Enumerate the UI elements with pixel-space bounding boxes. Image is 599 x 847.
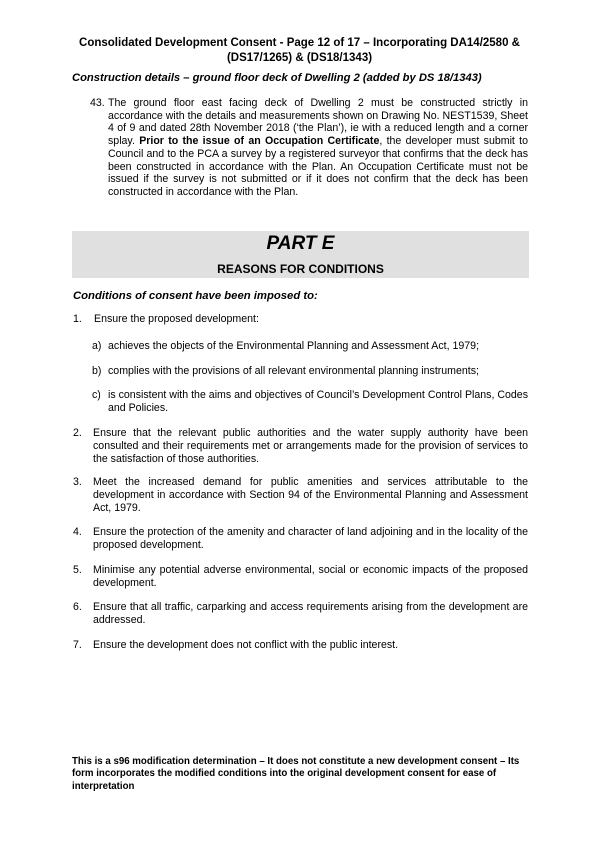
reason-text: Ensure the protection of the amenity and character of land adjoining and in the locality of the proposed development. bbox=[93, 526, 528, 551]
condition-text-start: The ground floor east facing deck of Dwelling 2 must be constructed strictly in accordance with the details and measurements shown on Drawing No. NEST1539, Sheet 4 of 9 and dated 28th November 2018 (‘the Plan’), ie with a reduced length and a corner splay. bbox=[108, 97, 528, 148]
sub-item-text: is consistent with the aims and objectives of Council’s Development Control Plans, Codes and Policies. bbox=[108, 389, 528, 414]
reasons-intro: Conditions of consent have been imposed to: bbox=[73, 290, 318, 302]
condition-43 bbox=[90, 97, 528, 199]
reason-item bbox=[73, 639, 528, 652]
reason-item bbox=[73, 601, 528, 627]
sub-item bbox=[92, 389, 528, 415]
reason-text: Ensure that the relevant public authorities and the water supply authority have been consulted and their requirements met or arrangements made for the provision of services to the satisfaction of those authorities. bbox=[93, 427, 528, 465]
page-footer-note: This is a s96 modification determination – It does not constitute a new development consent – Its form incorporates the modified conditions into the original development consent for ease of interpretation bbox=[72, 756, 520, 792]
part-title: PART E bbox=[266, 233, 335, 254]
reason-text: Ensure that all traffic, carparking and access requirements arising from the development are addressed. bbox=[93, 601, 528, 626]
reason-text: Ensure the development does not conflict with the public interest. bbox=[93, 639, 399, 651]
reason-number: 3. bbox=[73, 476, 82, 488]
reason-number: 4. bbox=[73, 526, 82, 538]
part-subtitle: REASONS FOR CONDITIONS bbox=[217, 262, 384, 276]
reason-number: 6. bbox=[73, 601, 82, 613]
section-heading: Construction details – ground floor deck of Dwelling 2 (added by DS 18/1343) bbox=[72, 72, 482, 84]
sub-item-letter: b) bbox=[92, 365, 102, 377]
header-line-2: (DS17/1265) & (DS18/1343) bbox=[226, 52, 373, 64]
sub-item-text: complies with the provisions of all relevant environmental planning instruments; bbox=[108, 365, 479, 377]
reason-number: 1. bbox=[73, 313, 82, 325]
reason-number: 7. bbox=[73, 639, 82, 651]
sub-item-text: achieves the objects of the Environmental Planning and Assessment Act, 1979; bbox=[108, 340, 480, 352]
reason-item bbox=[73, 526, 528, 552]
reason-text: Meet the increased demand for public amenities and services attributable to the development in accordance with Section 94 of the Environmental Planning and Assessment Act, 1979. bbox=[93, 476, 528, 514]
condition-bold-text: Prior to the issue of an Occupation Certificate bbox=[139, 135, 380, 148]
condition-text-end: , the developer must submit to Council and to the PCA a survey by a registered surveyor that confirms that the deck has been constructed in accordance with the Plan. An Occupation Certificate must not be issued if the survey is not submitted or if it does not confirm that the deck has been constructed in accordance with the Plan. bbox=[108, 135, 528, 198]
sub-item bbox=[92, 365, 528, 378]
reason-item bbox=[73, 427, 528, 465]
condition-number: 43. bbox=[90, 97, 105, 109]
reason-item bbox=[73, 313, 528, 326]
reason-item bbox=[73, 476, 528, 514]
page-header bbox=[70, 36, 529, 66]
reason-number: 5. bbox=[73, 564, 82, 576]
header-line-1: Consolidated Development Consent - Page 12 of 17 – Incorporating DA14/2580 & bbox=[79, 37, 520, 49]
reason-text: Minimise any potential adverse environmental, social or economic impacts of the proposed development. bbox=[93, 564, 528, 589]
sub-item-letter: a) bbox=[92, 340, 102, 352]
sub-item-letter: c) bbox=[92, 389, 101, 401]
reason-item bbox=[73, 564, 528, 590]
reason-text: Ensure the proposed development: bbox=[94, 313, 259, 325]
reason-number: 2. bbox=[73, 427, 82, 439]
sub-item bbox=[92, 340, 528, 353]
condition-text bbox=[108, 97, 528, 199]
